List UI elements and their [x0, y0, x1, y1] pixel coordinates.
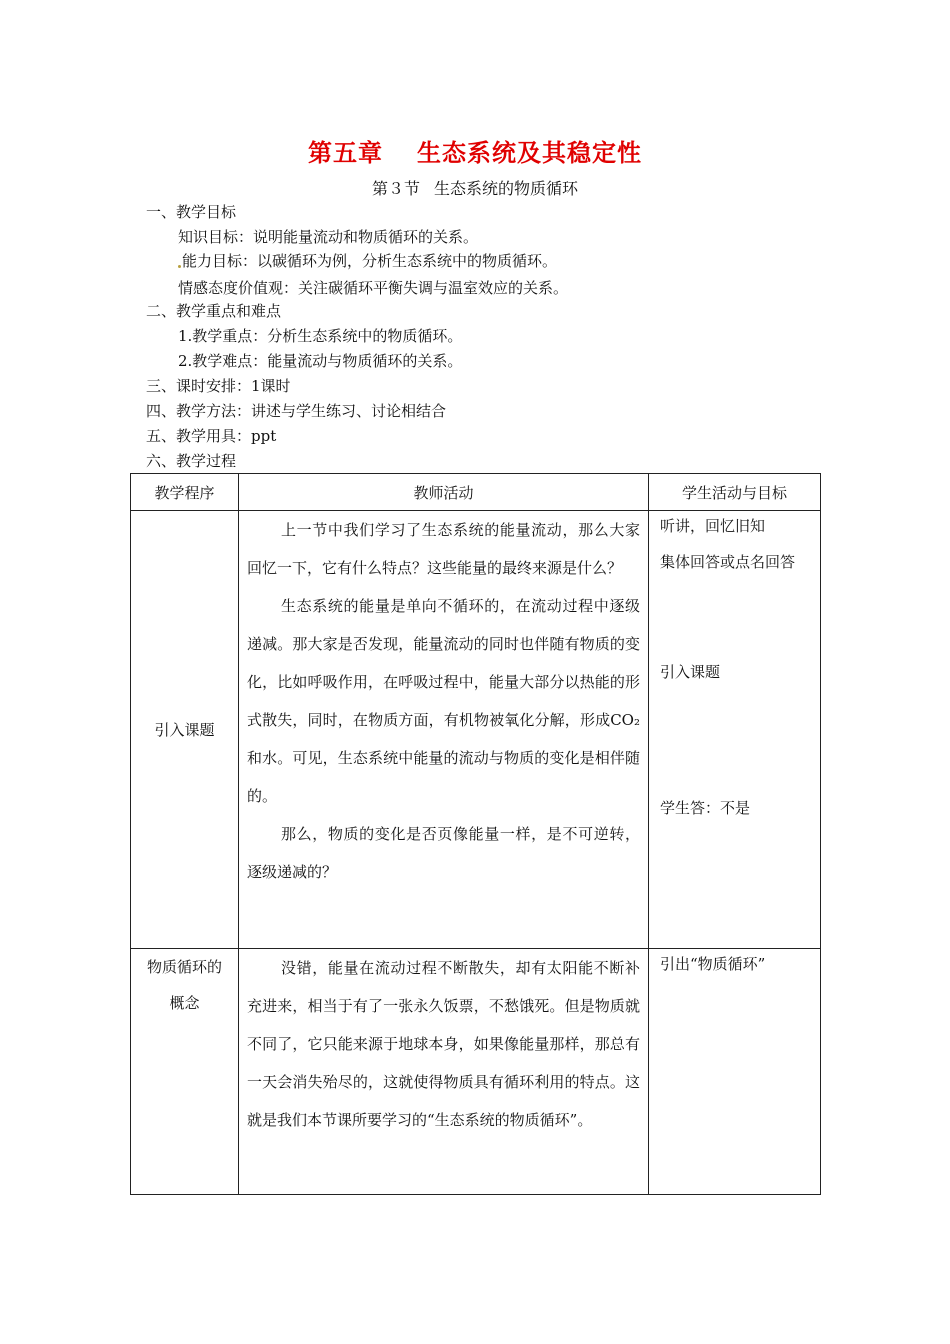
student-cell	[649, 511, 821, 949]
student-note: 引出“物质循环”	[660, 955, 766, 973]
teacher-paragraph: 那么，物质的变化是否页像能量一样，是不可逆转，逐级递减的？	[247, 825, 640, 881]
stage-line: 物质循环的	[146, 958, 222, 976]
chapter-title	[0, 133, 950, 168]
student-note: 听讲，回忆旧知	[660, 517, 766, 535]
section-name: 生态系统的物质循环	[434, 179, 579, 198]
teacher-cell	[239, 949, 649, 1195]
header-stage: 教学程序	[131, 474, 239, 511]
student-cell	[649, 949, 821, 1195]
teacher-paragraph: 生态系统的能量是单向不循环的，在流动过程中逐级递减。那大家是否发现，能量流动的同时也伴随有物质的变化，比如呼吸作用，在呼吸过程中，能量大部分以热能的形式散失，同时，在物质方面，有机物被氧化分解，形成CO₂和水。可见，生态系统中能量的流动与物质的变化是相伴随的。	[247, 597, 640, 805]
chapter-name: 生态系统及其稳定性	[417, 139, 642, 167]
table-header-row	[131, 474, 821, 511]
header-student: 学生活动与目标	[649, 474, 821, 511]
stage-cell: 引入课题	[131, 511, 239, 949]
method: 四、教学方法：讲述与学生练习、讨论相结合	[146, 402, 447, 420]
goal-ability-text: 能力目标：以碳循环为例，分析生态系统中的物质循环。	[182, 252, 558, 270]
goal-emotion: 情感态度价值观：关注碳循环平衡失调与温室效应的关系。	[178, 279, 569, 297]
process-table	[130, 473, 821, 1195]
header-teacher: 教师活动	[239, 474, 649, 511]
goal-ability	[178, 251, 557, 271]
process-heading: 六、教学过程	[146, 452, 237, 470]
teacher-paragraph: 没错，能量在流动过程不断散失，却有太阳能不断补充进来，相当于有了一张永久饭票，不愁饿死。但是物质就不同了，它只能来源于地球本身，如果像能量那样，那总有一天会消失殆尽的，这就使得物质具有循环利用的特点。这就是我们本节课所要学习的“生态系统的物质循环”。	[247, 959, 640, 1129]
table-row	[131, 949, 821, 1195]
student-note: 学生答：不是	[660, 799, 751, 817]
teacher-paragraph: 上一节中我们学习了生态系统的能量流动，那么大家回忆一下，它有什么特点？这些能量的最终来源是什么？	[247, 521, 640, 577]
goals-heading: 一、教学目标	[146, 203, 237, 221]
mark-dot	[178, 265, 181, 268]
keypoint-2: 2.教学难点：能量流动与物质循环的关系。	[178, 352, 463, 370]
schedule: 三、课时安排：1课时	[146, 377, 291, 395]
student-note: 引入课题	[660, 663, 721, 681]
teacher-cell	[239, 511, 649, 949]
table-row	[131, 511, 821, 949]
goal-knowledge: 知识目标：说明能量流动和物质循环的关系。	[178, 228, 479, 246]
stage-cell	[131, 949, 239, 1195]
section-number: 第３节	[371, 179, 420, 198]
stage-line: 概念	[169, 994, 200, 1012]
keypoint-1: 1.教学重点：分析生态系统中的物质循环。	[178, 327, 463, 345]
chapter-number: 第五章	[308, 139, 383, 167]
keypoints-heading: 二、教学重点和难点	[146, 302, 282, 320]
section-title	[0, 176, 950, 199]
tools: 五、教学用具：ppt	[146, 427, 277, 445]
student-note: 集体回答或点名回答	[660, 553, 796, 571]
